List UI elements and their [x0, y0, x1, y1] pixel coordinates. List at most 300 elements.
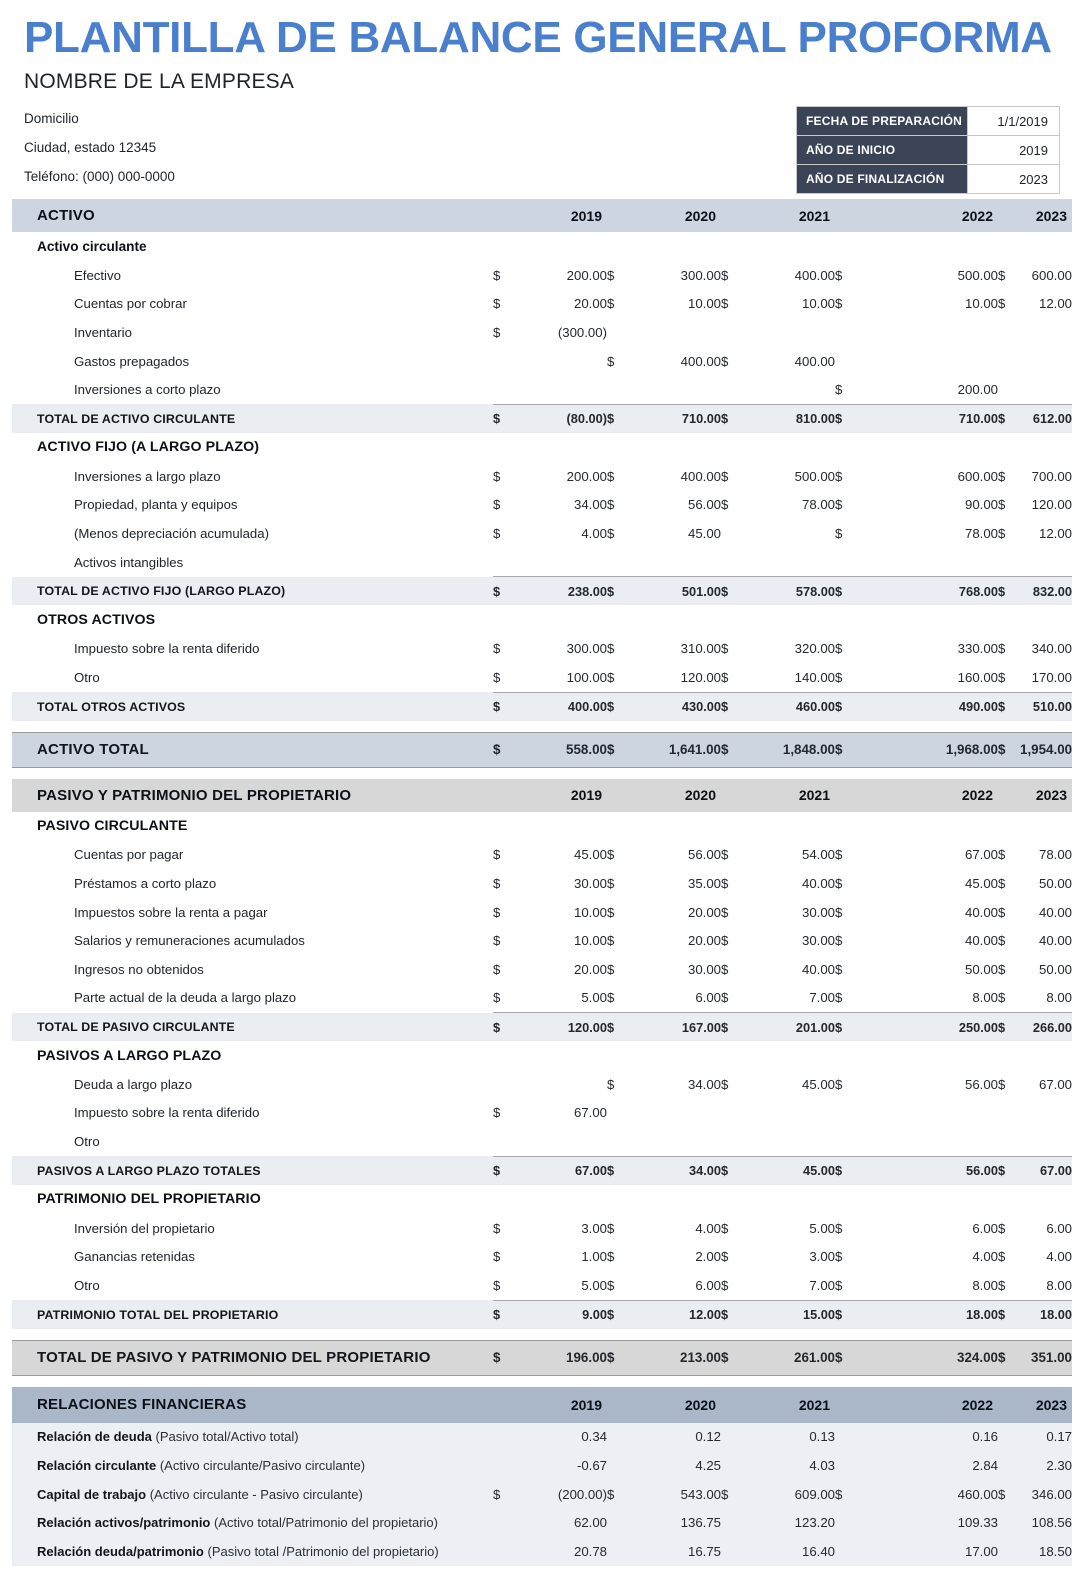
table-row-salarios-remuneraciones [12, 926, 1072, 955]
val-ratio-ap-2019: 62.00 [515, 1508, 607, 1537]
cur-ratio-dp-2022 [835, 1537, 857, 1566]
val-total-pas-largo-2023: 67.00 [1020, 1156, 1072, 1185]
val-inv-corto-2020[interactable] [629, 375, 721, 404]
val-parte-deuda-2020[interactable]: 6.00 [695, 990, 721, 1006]
val-capital-2019: (200.00) [515, 1480, 607, 1509]
val-propiedad-2023[interactable]: 120.00 [1031, 497, 1072, 513]
val-parte-deuda-2022[interactable]: 8.00 [972, 990, 998, 1006]
val-otro-activos-2023[interactable]: 170.00 [1031, 669, 1072, 685]
val-inv-corto-2023[interactable] [1020, 375, 1072, 404]
cur-total-act-circ-2020: $ [607, 404, 629, 433]
val-imp-dif-pas-2019[interactable]: 67.00 [573, 1105, 607, 1121]
cur-activo-total-2023: $ [998, 732, 1020, 767]
cur-total-otros-2020: $ [607, 692, 629, 721]
table-row-impuesto-renta-diferido-activo [12, 634, 1072, 663]
val-intangibles-2020[interactable] [629, 548, 721, 577]
val-deuda-largo-2019[interactable] [515, 1070, 607, 1099]
cur-otro-pasivos-2022 [835, 1127, 857, 1156]
val-depreciacion-2022[interactable]: 78.00 [964, 525, 998, 541]
val-cuentas-cobrar-2020[interactable]: 10.00 [687, 296, 721, 312]
cur-propiedad-2022: $ [835, 497, 843, 513]
row-label-ratio-activos-patrimonio [12, 1508, 493, 1537]
cur-inversion-prop-2021: $ [721, 1220, 729, 1236]
cur-ratio-ap-2021 [721, 1508, 743, 1537]
cur-cuentas-pagar-2023: $ [998, 847, 1006, 863]
cur-ratio-deuda-2020 [607, 1423, 629, 1452]
ratio-formula-deuda-patrim: (Pasivo total /Patrimonio del propietario) [207, 1543, 439, 1559]
val-intangibles-2019[interactable] [515, 548, 607, 577]
cur-efectivo-2019: $ [493, 267, 501, 283]
val-otro-pasivos-2022[interactable] [857, 1127, 998, 1156]
val-inversion-prop-2019[interactable]: 3.00 [581, 1220, 607, 1236]
val-ratio-ap-2023: 108.56 [1020, 1508, 1072, 1537]
val-efectivo-2022[interactable]: 500.00 [957, 267, 998, 283]
cur-patrimonio-total-2022: $ [835, 1300, 857, 1329]
ratio-formula-circulante: (Activo circulante/Pasivo circulante) [159, 1458, 366, 1474]
val-parte-deuda-2021[interactable]: 7.00 [809, 990, 835, 1006]
cur-propiedad-2019: $ [493, 497, 501, 513]
val-total-pas-largo-2021: 45.00 [743, 1156, 835, 1185]
group-header-owners-equity [12, 1185, 1072, 1214]
val-salarios-2022[interactable]: 40.00 [964, 933, 998, 949]
cur-otro-pasivos-2019 [493, 1127, 515, 1156]
val-depreciacion-2019[interactable]: 4.00 [581, 525, 607, 541]
val-otro-activos-2022[interactable]: 160.00 [957, 669, 998, 685]
table-row-propiedad-planta-equipos [12, 491, 1072, 520]
val-otro-activos-2021[interactable]: 140.00 [794, 669, 835, 685]
val-inventario-2023[interactable] [1020, 318, 1072, 347]
group-title-other-assets: OTROS ACTIVOS [37, 611, 156, 628]
liab-year-2019: 2019 [515, 779, 607, 812]
spacer-row-before-total-assets [12, 721, 1072, 733]
val-otro-activos-2019[interactable]: 100.00 [566, 669, 607, 685]
val-otro-patr-2022[interactable]: 8.00 [972, 1277, 998, 1293]
val-ingresos-2020[interactable]: 30.00 [687, 961, 721, 977]
cur-capital-2022: $ [835, 1480, 857, 1509]
cur-ingresos-2022: $ [835, 961, 843, 977]
cur-total-act-circ-2022: $ [835, 404, 857, 433]
val-inventario-2022[interactable] [857, 318, 998, 347]
val-inv-largo-2021[interactable]: 500.00 [794, 468, 835, 484]
cur-efectivo-2022: $ [835, 267, 843, 283]
row-label-prestamos-corto: Préstamos a corto plazo [74, 875, 217, 891]
val-cuentas-cobrar-2021[interactable]: 10.00 [801, 296, 835, 312]
subtotal-row-patrimonio-total [12, 1300, 1072, 1329]
val-ratio-deuda-2019: 0.34 [515, 1423, 607, 1452]
cur-cuentas-cobrar-2020: $ [607, 296, 615, 312]
val-total-pas-patr-2019: 196.00 [515, 1340, 607, 1375]
val-ganancias-2022[interactable]: 4.00 [972, 1249, 998, 1265]
val-depreciacion-2021[interactable] [743, 519, 835, 548]
cur-otro-activos-2022: $ [835, 669, 843, 685]
val-propiedad-2020[interactable]: 56.00 [687, 497, 721, 513]
table-row-impuesto-renta-diferido-pasivo [12, 1099, 1072, 1128]
ratios-year-2020: 2020 [629, 1387, 721, 1423]
val-impuestos-pagar-2020[interactable]: 20.00 [687, 904, 721, 920]
info-row-preparation-date [797, 107, 1060, 136]
val-deuda-largo-2021[interactable]: 45.00 [801, 1076, 835, 1092]
cur-prestamos-2021: $ [721, 875, 729, 891]
row-label-otro-pasivos: Otro [74, 1134, 100, 1150]
val-activo-total-2023: 1,954.00 [1020, 732, 1072, 767]
val-impuestos-pagar-2023[interactable]: 40.00 [1038, 904, 1072, 920]
val-efectivo-2021[interactable]: 400.00 [794, 267, 835, 283]
val-activo-total-2019: 558.00 [515, 732, 607, 767]
val-prestamos-2022[interactable]: 45.00 [964, 875, 998, 891]
table-row-ganancias-retenidas [12, 1242, 1072, 1271]
val-inversion-prop-2021[interactable]: 5.00 [809, 1220, 835, 1236]
cur-deuda-largo-2023: $ [998, 1076, 1006, 1092]
val-ratio-dp-2019: 20.78 [515, 1537, 607, 1566]
cur-otro-activos-2020: $ [607, 669, 615, 685]
ratio-formula-deuda: (Pasivo total/Activo total) [155, 1429, 299, 1445]
val-total-otros-2023: 510.00 [1020, 692, 1072, 721]
val-total-otros-2021: 460.00 [743, 692, 835, 721]
table-row-impuestos-renta-pagar [12, 898, 1072, 927]
ratio-name-circulante: Relación circulante [37, 1458, 157, 1474]
cur-inventario-2020 [607, 318, 629, 347]
val-imp-renta-2021[interactable]: 320.00 [794, 641, 835, 657]
val-inventario-2020[interactable] [629, 318, 721, 347]
val-salarios-2023[interactable]: 40.00 [1038, 933, 1072, 949]
val-total-pas-largo-2019: 67.00 [515, 1156, 607, 1185]
cur-total-pas-circ-2020: $ [607, 1013, 629, 1042]
table-row-otro-patrimonio [12, 1271, 1072, 1300]
cur-intangibles-2022 [835, 548, 857, 577]
val-ganancias-2021[interactable]: 3.00 [809, 1249, 835, 1265]
cur-inv-corto-2020 [607, 375, 629, 404]
val-imp-dif-pas-2020[interactable] [629, 1099, 721, 1128]
cur-total-pas-circ-2019: $ [493, 1013, 515, 1042]
val-deuda-largo-2023[interactable]: 67.00 [1038, 1076, 1072, 1092]
val-imp-dif-pas-2021[interactable] [743, 1099, 835, 1128]
cur-inv-largo-2019: $ [493, 468, 501, 484]
val-parte-deuda-2019[interactable]: 5.00 [581, 990, 607, 1006]
cur-total-pas-largo-2019: $ [493, 1156, 515, 1185]
val-ratio-circ-2020: 4.25 [629, 1451, 721, 1480]
val-imp-renta-2022[interactable]: 330.00 [957, 641, 998, 657]
cur-inventario-2021 [721, 318, 743, 347]
val-total-otros-2019: 400.00 [515, 692, 607, 721]
val-activo-total-2020: 1,641.00 [629, 732, 721, 767]
cur-impuestos-pagar-2019: $ [493, 904, 501, 920]
cur-imp-renta-2021: $ [721, 641, 729, 657]
cur-total-pas-patr-2022: $ [835, 1340, 857, 1375]
group-header-long-term-liabilities [12, 1041, 1072, 1070]
val-total-act-circ-2023: 612.00 [1020, 404, 1072, 433]
val-gastos-prepagados-2019[interactable] [515, 347, 607, 376]
cur-total-pas-patr-2021: $ [721, 1340, 743, 1375]
val-salarios-2021[interactable]: 30.00 [801, 933, 835, 949]
cur-total-pas-largo-2020: $ [607, 1156, 629, 1185]
cur-total-otros-2019: $ [493, 692, 515, 721]
cur-capital-2020: $ [607, 1480, 629, 1509]
val-ratio-circ-2023: 2.30 [1020, 1451, 1072, 1480]
cur-depreciacion-2022: $ [835, 525, 843, 541]
val-inv-largo-2020[interactable]: 400.00 [680, 468, 721, 484]
cur-activo-total-2022: $ [835, 732, 857, 767]
val-salarios-2019[interactable]: 10.00 [573, 933, 607, 949]
val-efectivo-2020[interactable]: 300.00 [680, 267, 721, 283]
row-label-patrimonio-total: PATRIMONIO TOTAL DEL PROPIETARIO [12, 1300, 493, 1329]
group-header-fixed-assets [12, 433, 1072, 462]
val-total-pas-circ-2021: 201.00 [743, 1013, 835, 1042]
cur-cuentas-cobrar-2021: $ [721, 296, 729, 312]
val-prestamos-2020[interactable]: 35.00 [687, 875, 721, 891]
val-capital-2022: 460.00 [857, 1480, 998, 1509]
val-ratio-deuda-2020: 0.12 [629, 1423, 721, 1452]
cur-depreciacion-2019: $ [493, 525, 501, 541]
val-ingresos-2023[interactable]: 50.00 [1038, 961, 1072, 977]
val-impuestos-pagar-2021[interactable]: 30.00 [801, 904, 835, 920]
cur-ratio-ap-2020 [607, 1508, 629, 1537]
val-prestamos-2019[interactable]: 30.00 [573, 875, 607, 891]
val-total-otros-2022: 490.00 [857, 692, 998, 721]
row-label-imp-renta-diferido: Impuesto sobre la renta diferido [74, 641, 260, 657]
val-prestamos-2021[interactable]: 40.00 [801, 875, 835, 891]
val-ratio-circ-2019: -0.67 [515, 1451, 607, 1480]
cur-total-otros-2023: $ [998, 692, 1020, 721]
val-patrimonio-total-2020: 12.00 [629, 1300, 721, 1329]
cur-gastos-prepagados-2022 [835, 347, 857, 376]
subtotal-row-pasivos-largo-plazo-totales [12, 1156, 1072, 1185]
start-year-label: AÑO DE INICIO [797, 136, 968, 165]
group-title-owners-equity: PATRIMONIO DEL PROPIETARIO [37, 1191, 261, 1208]
val-imp-dif-pas-2023[interactable] [1020, 1099, 1072, 1128]
val-ratio-ap-2022: 109.33 [857, 1508, 998, 1537]
val-ingresos-2019[interactable]: 20.00 [573, 961, 607, 977]
row-label-total-pas-circ: TOTAL DE PASIVO CIRCULANTE [12, 1013, 493, 1042]
val-otro-pasivos-2020[interactable] [629, 1127, 721, 1156]
table-row-inventario [12, 318, 1072, 347]
val-ratio-dp-2021: 16.40 [743, 1537, 835, 1566]
company-name: NOMBRE DE LA EMPRESA [24, 70, 295, 93]
val-intangibles-2022[interactable] [857, 548, 998, 577]
val-ingresos-2021[interactable]: 40.00 [801, 961, 835, 977]
row-label-ingresos-no-obt: Ingresos no obtenidos [74, 961, 204, 977]
cur-inv-corto-2019 [493, 375, 515, 404]
cur-ratio-dp-2023 [998, 1537, 1020, 1566]
val-inv-corto-2019[interactable] [515, 375, 607, 404]
val-deuda-largo-2020[interactable]: 34.00 [687, 1076, 721, 1092]
val-otro-activos-2020[interactable]: 120.00 [680, 669, 721, 685]
val-inversion-prop-2020[interactable]: 4.00 [695, 1220, 721, 1236]
cur-propiedad-2023: $ [998, 497, 1006, 513]
info-row-start-year [797, 136, 1060, 165]
subtotal-row-total-activo-fijo [12, 577, 1072, 606]
end-year-label: AÑO DE FINALIZACIÓN [797, 165, 968, 194]
cur-parte-deuda-2021: $ [721, 990, 729, 1006]
val-otro-pasivos-2023[interactable] [1020, 1127, 1072, 1156]
val-cuentas-pagar-2020[interactable]: 56.00 [687, 847, 721, 863]
val-ganancias-2020[interactable]: 2.00 [695, 1249, 721, 1265]
row-label-capital-trabajo [12, 1480, 493, 1509]
cur-parte-deuda-2022: $ [835, 990, 843, 1006]
val-inv-largo-2022[interactable]: 600.00 [957, 468, 998, 484]
val-ganancias-2019[interactable]: 1.00 [581, 1249, 607, 1265]
val-salarios-2020[interactable]: 20.00 [687, 933, 721, 949]
cur-imp-renta-2019: $ [493, 641, 501, 657]
cur-otro-activos-2021: $ [721, 669, 729, 685]
val-inventario-2021[interactable] [743, 318, 835, 347]
cur-intangibles-2019 [493, 548, 515, 577]
cur-inv-corto-2022: $ [835, 382, 843, 398]
ratios-year-2023: 2023 [1020, 1387, 1072, 1423]
val-parte-deuda-2023[interactable]: 8.00 [1046, 990, 1072, 1006]
val-cuentas-pagar-2019[interactable]: 45.00 [573, 847, 607, 863]
val-imp-renta-2023[interactable]: 340.00 [1031, 641, 1072, 657]
section-header-financial-ratios [12, 1387, 1072, 1423]
val-inv-largo-2023[interactable]: 700.00 [1031, 468, 1072, 484]
cur-impuestos-pagar-2022: $ [835, 904, 843, 920]
row-label-inv-largo-plazo: Inversiones a largo plazo [74, 468, 221, 484]
cur-inventario-2023 [998, 318, 1020, 347]
val-cuentas-pagar-2021[interactable]: 54.00 [801, 847, 835, 863]
val-inversion-prop-2023[interactable]: 6.00 [1046, 1220, 1072, 1236]
val-inversion-prop-2022[interactable]: 6.00 [972, 1220, 998, 1236]
val-cuentas-cobrar-2019[interactable]: 20.00 [573, 296, 607, 312]
val-total-pas-circ-2023: 266.00 [1020, 1013, 1072, 1042]
val-total-act-fijo-2019: 238.00 [515, 577, 607, 606]
val-propiedad-2022[interactable]: 90.00 [964, 497, 998, 513]
start-year-value[interactable]: 2019 [968, 136, 1060, 165]
val-imp-renta-2019[interactable]: 300.00 [566, 641, 607, 657]
cur-impuestos-pagar-2020: $ [607, 904, 615, 920]
row-label-activo-total: ACTIVO TOTAL [12, 732, 493, 767]
ratios-year-2019: 2019 [515, 1387, 607, 1423]
cur-depreciacion-2021 [721, 519, 743, 548]
val-total-pas-patr-2020: 213.00 [629, 1340, 721, 1375]
val-otro-patr-2021[interactable]: 7.00 [809, 1277, 835, 1293]
row-label-ratio-deuda [12, 1423, 493, 1452]
cur-total-act-circ-2019: $ [493, 404, 515, 433]
val-efectivo-2023[interactable]: 600.00 [1031, 267, 1072, 283]
cur-impuestos-pagar-2023: $ [998, 904, 1006, 920]
cur-ganancias-2019: $ [493, 1249, 501, 1265]
row-label-ganancias-retenidas: Ganancias retenidas [74, 1249, 195, 1265]
val-gastos-prepagados-2020[interactable]: 400.00 [680, 353, 721, 369]
val-otro-patr-2023[interactable]: 8.00 [1046, 1277, 1072, 1293]
val-otro-pasivos-2019[interactable] [515, 1127, 607, 1156]
cur-depreciacion-2020: $ [607, 525, 615, 541]
cur-deuda-largo-2020: $ [607, 1076, 615, 1092]
liab-year-2023: 2023 [1020, 779, 1072, 812]
cur-otro-pasivos-2021 [721, 1127, 743, 1156]
prep-date-value[interactable]: 1/1/2019 [968, 107, 1060, 136]
grand-total-row-total-pasivo-patrimonio [12, 1340, 1072, 1375]
val-efectivo-2019[interactable]: 200.00 [566, 267, 607, 283]
row-label-cuentas-cobrar: Cuentas por cobrar [74, 296, 187, 312]
cur-cuentas-cobrar-2022: $ [835, 296, 843, 312]
val-propiedad-2021[interactable]: 78.00 [801, 497, 835, 513]
cur-ganancias-2023: $ [998, 1249, 1006, 1265]
cur-imp-renta-2023: $ [998, 641, 1006, 657]
cur-deuda-largo-2019 [493, 1070, 515, 1099]
section-header-liabilities [12, 779, 1072, 812]
val-cuentas-pagar-2023[interactable]: 78.00 [1038, 847, 1072, 863]
row-label-total-pas-largo: PASIVOS A LARGO PLAZO TOTALES [12, 1156, 493, 1185]
cur-ingresos-2023: $ [998, 961, 1006, 977]
val-propiedad-2019[interactable]: 34.00 [573, 497, 607, 513]
assets-year-2021: 2021 [743, 199, 835, 232]
cur-total-act-fijo-2020: $ [607, 577, 629, 606]
val-inv-corto-2022[interactable]: 200.00 [957, 382, 998, 398]
val-gastos-prepagados-2023[interactable] [1020, 347, 1072, 376]
val-ratio-deuda-2021: 0.13 [743, 1423, 835, 1452]
assets-year-2020: 2020 [629, 199, 721, 232]
cur-prestamos-2022: $ [835, 875, 843, 891]
cur-inversion-prop-2019: $ [493, 1220, 501, 1236]
val-gastos-prepagados-2021[interactable]: 400.00 [794, 353, 835, 369]
table-row-parte-actual-deuda [12, 984, 1072, 1013]
val-prestamos-2023[interactable]: 50.00 [1038, 875, 1072, 891]
cur-total-pas-largo-2022: $ [835, 1156, 857, 1185]
val-deuda-largo-2022[interactable]: 56.00 [964, 1076, 998, 1092]
val-inv-largo-2019[interactable]: 200.00 [566, 468, 607, 484]
val-depreciacion-2020[interactable]: 45.00 [687, 525, 721, 541]
cur-ratio-dp-2021 [721, 1537, 743, 1566]
val-inventario-2019[interactable]: (300.00) [557, 324, 607, 340]
val-imp-dif-pas-2022[interactable] [857, 1099, 998, 1128]
val-patrimonio-total-2022: 18.00 [857, 1300, 998, 1329]
info-row-end-year [797, 165, 1060, 194]
cur-total-otros-2021: $ [721, 692, 743, 721]
val-depreciacion-2023[interactable]: 12.00 [1038, 525, 1072, 541]
val-ingresos-2022[interactable]: 50.00 [964, 961, 998, 977]
val-otro-patr-2019[interactable]: 5.00 [581, 1277, 607, 1293]
cur-efectivo-2020: $ [607, 267, 615, 283]
row-label-deuda-largo-plazo: Deuda a largo plazo [74, 1076, 193, 1092]
val-cuentas-pagar-2022[interactable]: 67.00 [964, 847, 998, 863]
val-intangibles-2021[interactable] [743, 548, 835, 577]
cur-ganancias-2021: $ [721, 1249, 729, 1265]
val-imp-renta-2020[interactable]: 310.00 [680, 641, 721, 657]
end-year-value[interactable]: 2023 [968, 165, 1060, 194]
cur-ratio-circ-2019 [493, 1451, 515, 1480]
cur-total-pas-patr-2023: $ [998, 1340, 1020, 1375]
val-ganancias-2023[interactable]: 4.00 [1046, 1249, 1072, 1265]
cur-ratio-ap-2023 [998, 1508, 1020, 1537]
cur-deuda-largo-2021: $ [721, 1076, 729, 1092]
val-otro-pasivos-2021[interactable] [743, 1127, 835, 1156]
cur-ingresos-2019: $ [493, 961, 501, 977]
val-gastos-prepagados-2022[interactable] [857, 347, 998, 376]
cur-imp-dif-pas-2019: $ [493, 1105, 501, 1121]
cur-parte-deuda-2023: $ [998, 990, 1006, 1006]
cur-salarios-2021: $ [721, 933, 729, 949]
val-inv-corto-2021[interactable] [743, 375, 835, 404]
assets-year-2022: 2022 [857, 199, 998, 232]
val-intangibles-2023[interactable] [1020, 548, 1072, 577]
cur-parte-deuda-2020: $ [607, 990, 615, 1006]
cur-activo-total-2021: $ [721, 732, 743, 767]
cur-ratio-circ-2023 [998, 1451, 1020, 1480]
val-impuestos-pagar-2022[interactable]: 40.00 [964, 904, 998, 920]
cur-imp-dif-pas-2023 [998, 1099, 1020, 1128]
cur-parte-deuda-2019: $ [493, 990, 501, 1006]
group-header-other-assets [12, 605, 1072, 634]
val-total-pas-patr-2021: 261.00 [743, 1340, 835, 1375]
val-cuentas-cobrar-2022[interactable]: 10.00 [964, 296, 998, 312]
row-label-menos-depreciacion: (Menos depreciación acumulada) [74, 525, 269, 541]
cur-otro-patr-2019: $ [493, 1277, 501, 1293]
val-total-act-circ-2021: 810.00 [743, 404, 835, 433]
cur-activo-total-2020: $ [607, 732, 629, 767]
val-impuestos-pagar-2019[interactable]: 10.00 [573, 904, 607, 920]
subtotal-row-total-pasivo-circulante [12, 1013, 1072, 1042]
val-cuentas-cobrar-2023[interactable]: 12.00 [1038, 296, 1072, 312]
val-otro-patr-2020[interactable]: 6.00 [695, 1277, 721, 1293]
